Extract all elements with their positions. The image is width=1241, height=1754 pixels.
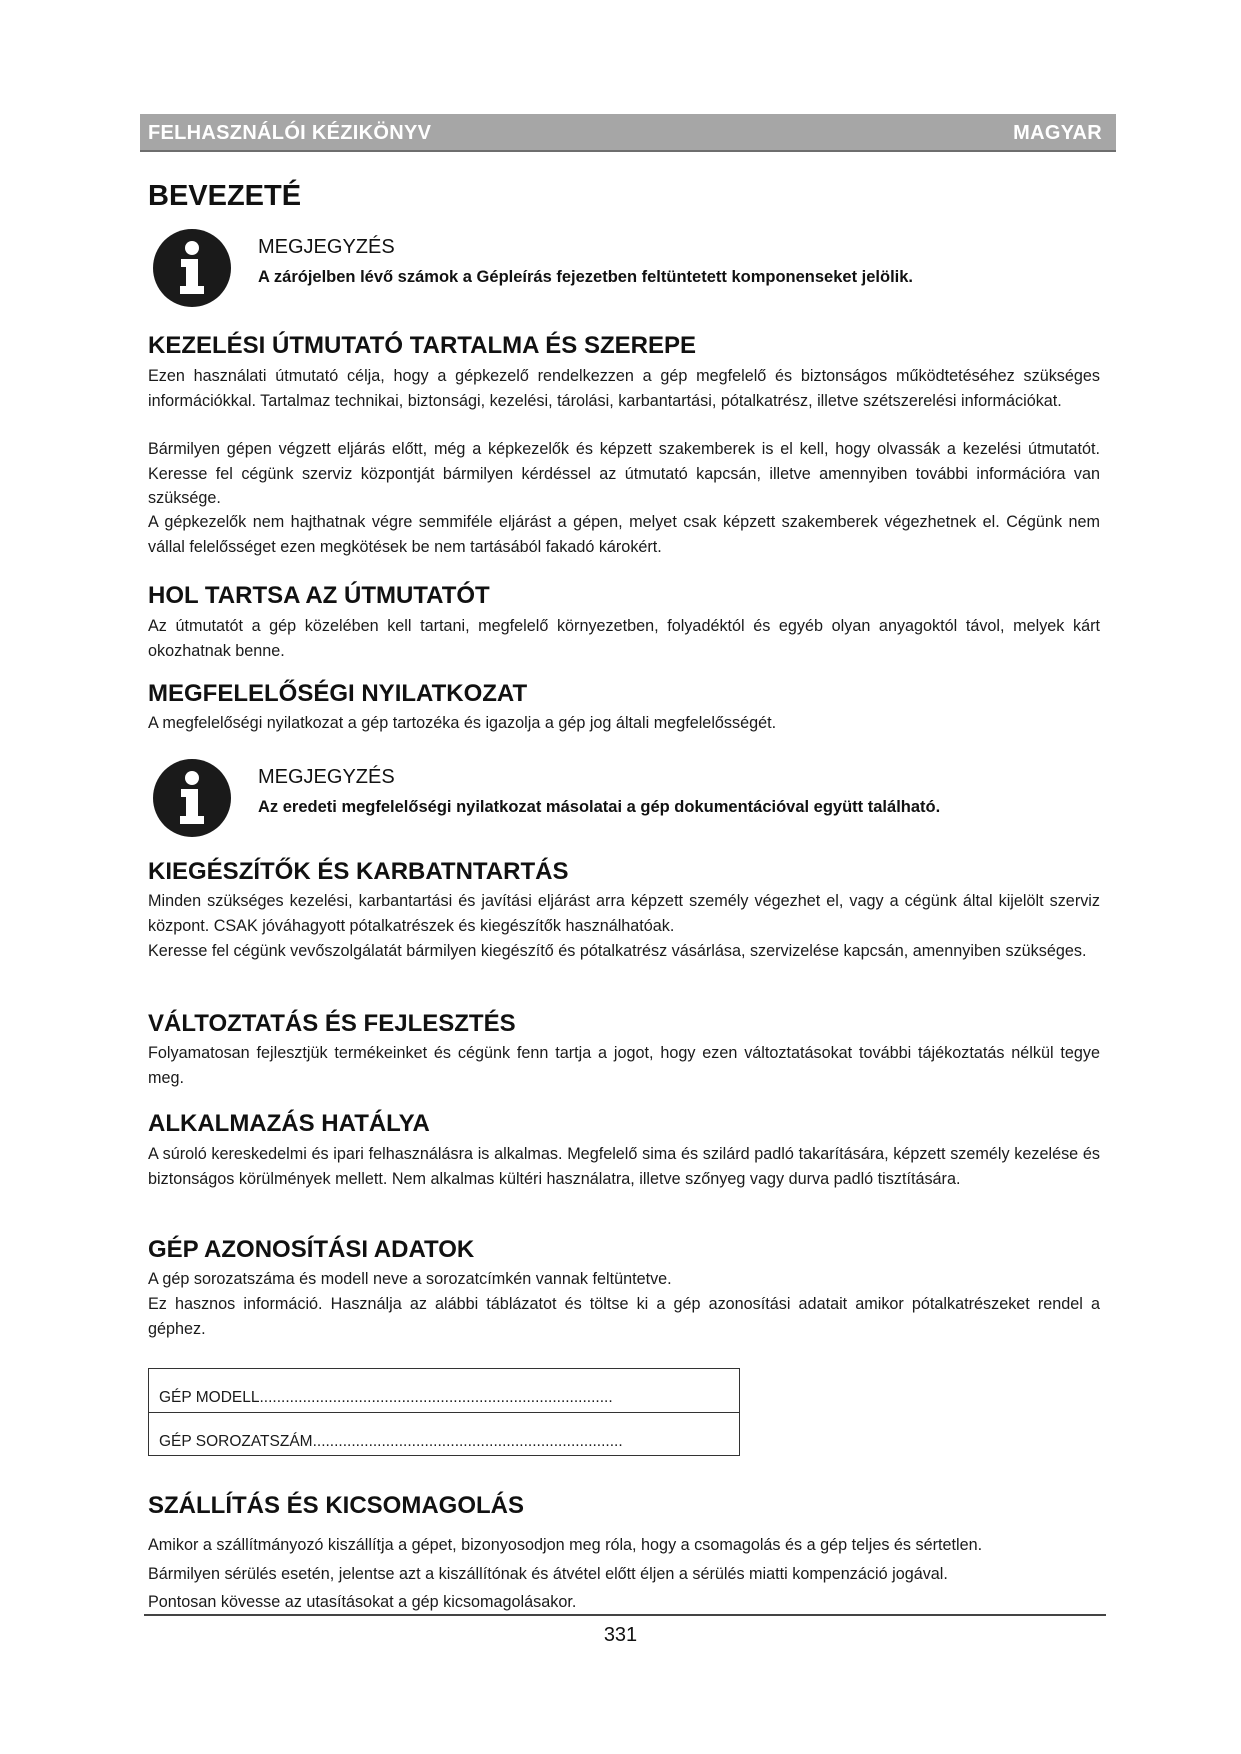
paragraph: Bármilyen sérülés esetén, jelentse azt a kiszállítónak és átvétel előtt éljen a sérülés miatti kompenzáció jogával. [148,1565,948,1583]
paragraph: Az útmutatót a gép közelében kell tartani, megfelelő környezetben, folyadéktól és egyéb olyan anyagoktól távol, melyek kárt okozhatnak benne. [148,617,1100,660]
paragraph: Amikor a szállítmányozó kiszállítja a gépet, bizonyosodjon meg róla, hogy a csomagolás és a gép teljes és sértetlen. [148,1536,983,1554]
serial-number-field: GÉP SOROZATSZÁM........................................................................ [159,1433,623,1450]
footer-divider [144,1614,1106,1616]
paragraph: Ezen használati útmutató célja, hogy a gépkezelő rendelkezzen a gép megfelelő és biztonságos működtetéséhez szükséges információkkal. Tartalmaz technikai, biztonsági, kezelési, tárolási, karbantartási, pótalkatrész, illetve szétszerelési információkat. [148,367,1100,410]
section-title-alkalmazas: ALKALMAZÁS HATÁLYA [148,1110,430,1137]
note-box [152,228,1112,310]
section-title-azonositas: GÉP AZONOSÍTÁSI ADATOK [148,1236,475,1263]
paragraph: Bármilyen gépen végzett eljárás előtt, még a képkezelők és képzett szakemberek is el kell, hogy olvassák a kezelési útmutatót. Keresse fel cégünk szerviz központját bármilyen kérdéssel az útmutató kapcsán, illetve amennyiben további információra van szüksége. [148,440,1100,507]
section-title-szallitas: SZÁLLÍTÁS ÉS KICSOMAGOLÁS [148,1492,525,1519]
paragraph: Ez hasznos információ. Használja az alábbi táblázatot és töltse ki a gép azonosítási adatait amikor pótalkatrészeket rendel a géphez. [148,1295,1100,1338]
paragraph: Pontosan kövesse az utasításokat a gép kicsomagolásakor. [148,1593,577,1611]
paragraph: A gép sorozatszáma és modell neve a sorozatcímkén vannak feltüntetve. [148,1270,672,1288]
machine-id-table [148,1368,740,1456]
header-manual-title: FELHASZNÁLÓI KÉZIKÖNYV [148,122,432,144]
note-box [152,758,1112,840]
paragraph: Minden szükséges kezelési, karbantartási és javítási eljárást arra képzett személy végezhet el, vagy a cégünk által kijelölt szerviz központ. CSAK jóváhagyott pótalkatrészek és kiegészítők használhatóak. [148,892,1100,935]
info-icon [152,228,232,308]
table-row [149,1369,739,1413]
section-title-valtoztatas: VÁLTOZTATÁS ÉS FEJLESZTÉS [148,1010,516,1037]
note-label: MEGJEGYZÉS [258,236,395,258]
paragraph: A megfelelőségi nyilatkozat a gép tartozéka és igazolja a gép jog általi megfelelősségét. [148,714,777,732]
paragraph: A gépkezelők nem hajthatnak végre semmiféle eljárást a gépen, melyet csak képzett szakemberek végezhetnek el. Cégünk nem vállal felelősséget ezen megkötések be nem tartásából fakadó károkért. [148,513,1100,556]
section-title-megfeleloseg: MEGFELELŐSÉGI NYILATKOZAT [148,680,528,707]
section-title-kezelesi: KEZELÉSI ÚTMUTATÓ TARTALMA ÉS SZEREPE [148,332,696,359]
paragraph: Keresse fel cégünk vevőszolgálatát bármilyen kiegészítő és pótalkatrész vásárlása, szervizelése kapcsán, amennyiben szükséges. [148,942,1087,960]
page-header [140,114,1116,152]
page-number: 331 [603,1624,638,1646]
paragraph: A súroló kereskedelmi és ipari felhasználásra is alkalmas. Megfelelő sima és szilárd padló takarítására, képzett személy kezelése és biztonságos körülmények mellett. Nem alkalmas kültéri használatra, illetve szőnyeg vagy durva padló tisztítására. [148,1145,1100,1188]
note-text: A zárójelben lévő számok a Gépleírás fejezetben feltüntetett komponenseket jelölik. [258,268,913,286]
model-field: GÉP MODELL.................................................................................. [159,1389,613,1406]
header-language: MAGYAR [1013,122,1102,144]
table-row [149,1413,739,1457]
section-title-kiegeszitok: KIEGÉSZÍTŐK ÉS KARBATNTARTÁS [148,858,569,885]
note-text: Az eredeti megfelelőségi nyilatkozat másolatai a gép dokumentációval együtt található. [258,798,941,816]
paragraph: Folyamatosan fejlesztjük termékeinket és cégünk fenn tartja a jogot, hogy ezen változtatásokat további tájékoztatás nélkül tegye meg. [148,1044,1100,1087]
section-title-hol: HOL TARTSA AZ ÚTMUTATÓT [148,582,490,609]
info-icon [152,758,232,838]
main-title: BEVEZETÉ [148,180,302,212]
note-label: MEGJEGYZÉS [258,766,395,788]
